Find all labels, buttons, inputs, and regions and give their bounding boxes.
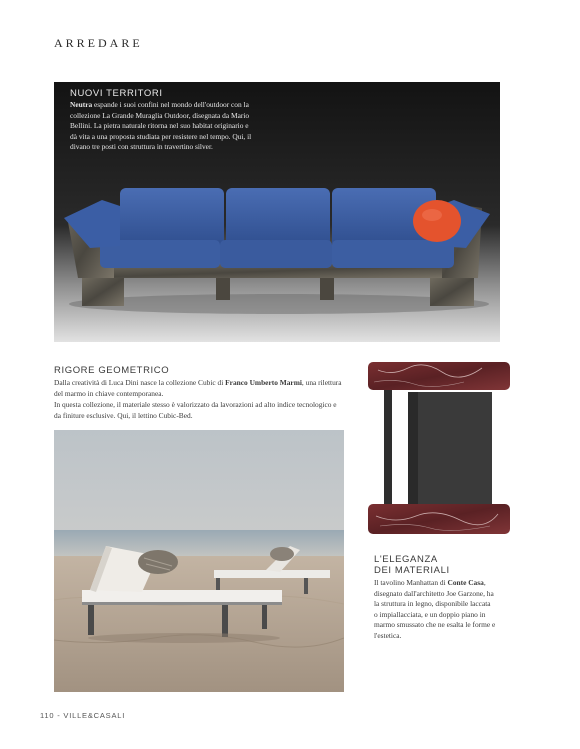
article-2-brand: Franco Umberto Marmi [225,378,302,387]
article-2-text-2: In questa collezione, il materiale stesso è valorizzato da lavorazioni ad alto indice tecnologico e da finiture esclusive. Qui, il lettino Cubic-Bed. [54,400,337,420]
page-footer: 110 - VILLE&CASALI [40,711,126,720]
article-1-text: Neutra espande i suoi confini nel mondo dell'outdoor con la collezione La Grande Muraglia Outdoor, disegnata da Mario Bellini. La pietra naturale ritorna nel suo habitat originario e dà vita a una proposta studiata per resistere nel tempo. Qui, il divano tre posti con struttura in travertino silver. [70,100,252,152]
article-3-heading-line-1: L'ELEGANZA [374,554,438,565]
table-photo [358,352,520,544]
article-3-text: Il tavolino Manhattan di Conte Casa, disegnato dall'architetto Joe Garzone, ha la struttura in legno, disponibile laccata o impiallacciata, e un doppio piano in marmo smussato che ne esalta le forme e l'estetica. [374,578,496,640]
article-2-heading: RIGORE GEOMETRICO [54,365,170,376]
article-3-heading-line-2: DEI MATERIALI [374,565,450,576]
article-2-text: Dalla creatività di Luca Dini nasce la collezione Cubic di Franco Umberto Marmi, una rilettura del marmo in chiave contemporanea. [54,378,342,398]
article-1-brand: Neutra [70,100,93,109]
article-3-heading [374,554,450,576]
article-3-brand: Conte Casa [447,578,484,587]
lounger-photo [54,430,344,692]
article-1-heading: NUOVI TERRITORI [70,88,163,99]
section-title: ARREDARE [54,36,143,50]
